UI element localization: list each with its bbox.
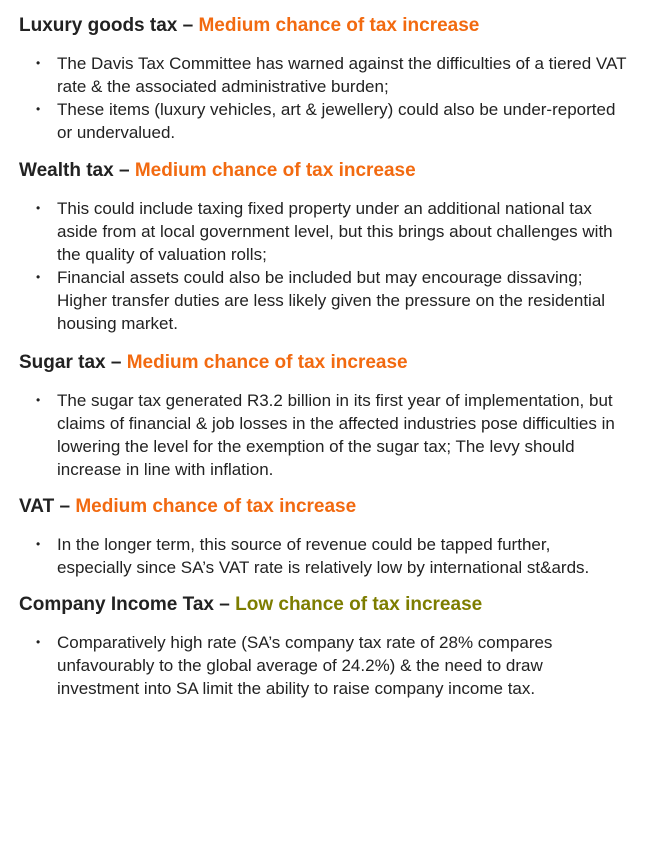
heading-separator: –: [177, 15, 199, 36]
bullet-text: This could include taxing fixed property under an additional national tax aside from at local government level, but this brings about challenges with the quality of valuation rolls;: [57, 199, 613, 264]
bullet-item: [19, 631, 629, 700]
section-title: VAT: [19, 496, 55, 517]
bullet-item: [19, 533, 629, 579]
bullet-text: Financial assets could also be included but may encourage dissaving; Higher transfer duties are less likely given the pressure on the residential housing market.: [57, 268, 606, 333]
heading-separator: –: [213, 594, 236, 615]
bullet-item: [19, 266, 629, 335]
section-heading: [19, 158, 629, 184]
bullet-list: [19, 389, 629, 481]
heading-separator: –: [105, 352, 127, 373]
chance-label: Medium chance of tax increase: [134, 160, 416, 181]
section-heading: [19, 494, 629, 520]
chance-label: Low chance of tax increase: [235, 594, 483, 615]
heading-separator: –: [54, 496, 76, 517]
bullet-list: [19, 52, 629, 144]
section-heading: [19, 350, 629, 376]
section-company-income-tax: [19, 592, 629, 700]
heading-separator: –: [113, 160, 135, 181]
bullet-icon: •: [36, 201, 41, 215]
section-title: Company Income Tax: [19, 594, 214, 615]
bullet-list: [19, 631, 629, 700]
section-sugar-tax: [19, 350, 629, 481]
section-luxury-goods-tax: [19, 13, 629, 144]
bullet-icon: •: [36, 270, 41, 284]
section-title: Sugar tax: [19, 352, 106, 373]
bullet-icon: •: [36, 102, 41, 116]
section-title: Luxury goods tax: [19, 15, 178, 36]
section-heading: [19, 13, 629, 39]
bullet-list: [19, 533, 629, 579]
bullet-text: Comparatively high rate (SA’s company tax rate of 28% compares unfavourably to the global average of 24.2%) & the need to draw investment into SA limit the ability to raise company income tax.: [57, 633, 553, 698]
bullet-item: [19, 98, 629, 144]
bullet-text: In the longer term, this source of revenue could be tapped further, especially since SA’s VAT rate is relatively low by international st&ards.: [57, 535, 590, 577]
bullet-item: [19, 52, 629, 98]
bullet-text: These items (luxury vehicles, art & jewellery) could also be under-reported or undervalued.: [57, 100, 616, 142]
section-wealth-tax: [19, 158, 629, 335]
chance-label: Medium chance of tax increase: [75, 496, 357, 517]
bullet-list: [19, 197, 629, 335]
bullet-text: The Davis Tax Committee has warned against the difficulties of a tiered VAT rate & the associated administrative burden;: [57, 54, 627, 96]
bullet-item: [19, 197, 629, 266]
bullet-icon: •: [36, 393, 41, 407]
bullet-item: [19, 389, 629, 481]
chance-label: Medium chance of tax increase: [198, 15, 480, 36]
chance-label: Medium chance of tax increase: [126, 352, 408, 373]
bullet-icon: •: [36, 537, 41, 551]
section-heading: [19, 592, 629, 618]
bullet-icon: •: [36, 56, 41, 70]
bullet-text: The sugar tax generated R3.2 billion in its first year of implementation, but claims of financial & job losses in the affected industries pose difficulties in lowering the level for the exemption of the sugar tax; The levy should increase in line with inflation.: [57, 391, 615, 479]
bullet-icon: •: [36, 635, 41, 649]
section-title: Wealth tax: [19, 160, 114, 181]
section-vat: [19, 494, 629, 579]
